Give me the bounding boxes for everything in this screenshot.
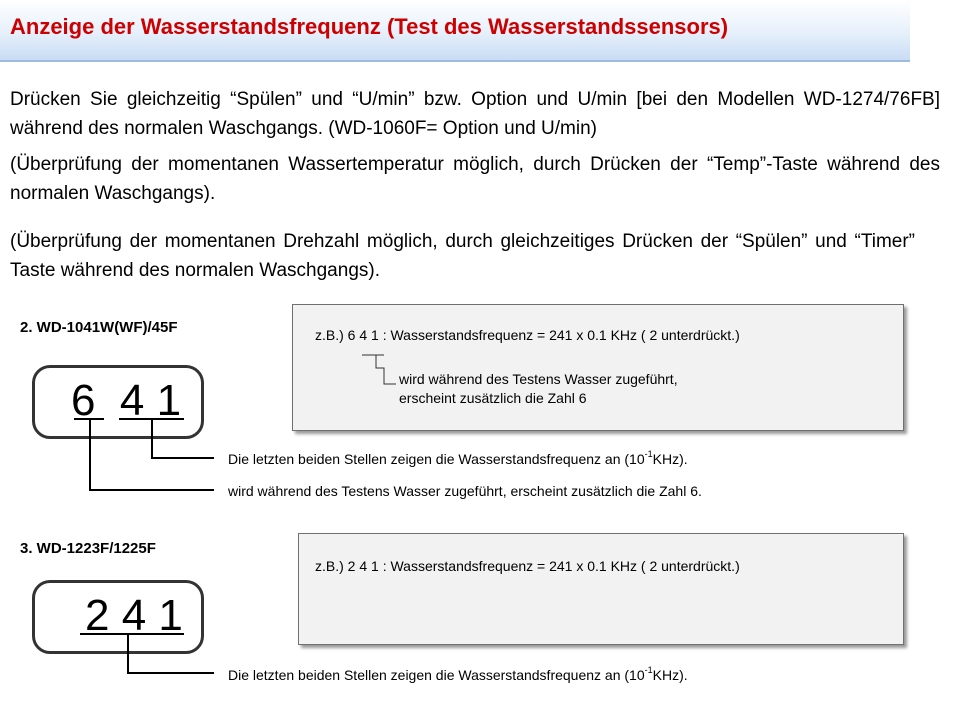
model-label-wd1223: 3. WD-1223F/1225F — [20, 540, 156, 557]
instruction-paragraph: Drücken Sie gleichzeitig “Spülen” und “U/min” bzw. Option und U/min [bei den Modellen WD-1274/76FB] während des normalen Waschgangs. (WD-1060F= Option und U/min) — [10, 89, 940, 139]
speed-note: (Überprüfung der momentanen Drehzahl möglich, durch gleichzeitiges Drücken der “Spülen” und “Timer” Taste während des normalen Waschgangs). — [10, 231, 915, 281]
six-digit-note: wird während des Testens Wasser zugeführt, erscheint zusätzlich die Zahl 6. — [228, 483, 702, 499]
page-title: Anzeige der Wasserstandsfrequenz (Test des Wasserstandssensors) — [10, 14, 729, 39]
temperature-note: (Überprüfung der momentanen Wassertemperatur möglich, durch Drücken der “Temp”-Taste während des normalen Waschgangs). — [10, 154, 940, 204]
model-label-wd1041: 2. WD-1041W(WF)/45F — [20, 319, 178, 336]
exponent: -1 — [644, 449, 653, 459]
bracket-pointer — [376, 355, 396, 384]
connector-last-digits — [152, 419, 214, 458]
digits-note-unit: KHz). — [652, 667, 688, 683]
digits-note-unit: KHz). — [652, 451, 688, 467]
exponent: -1 — [644, 665, 653, 675]
example-formula: z.B.) 2 4 1 : Wasserstandsfrequenz = 241 x 0.1 KHz ( 2 unterdrückt.) — [315, 558, 740, 574]
digits-note-text: Die letzten beiden Stellen zeigen die Wasserstandsfrequenz an (10 — [228, 667, 645, 683]
connector-digits-3 — [128, 634, 214, 673]
example-hint-line2: erscheint zusätzlich die Zahl 6 — [399, 390, 587, 406]
example-hint-line1: wird während des Testens Wasser zugeführt, — [399, 371, 678, 387]
digits-note-text: Die letzten beiden Stellen zeigen die Wasserstandsfrequenz an (10 — [228, 451, 645, 467]
display-digits: 6 4 1 — [71, 376, 182, 425]
example-formula: z.B.) 6 4 1 : Wasserstandsfrequenz = 241 x 0.1 KHz ( 2 unterdrückt.) — [315, 327, 740, 343]
display-digits: 2 4 1 — [85, 591, 183, 640]
